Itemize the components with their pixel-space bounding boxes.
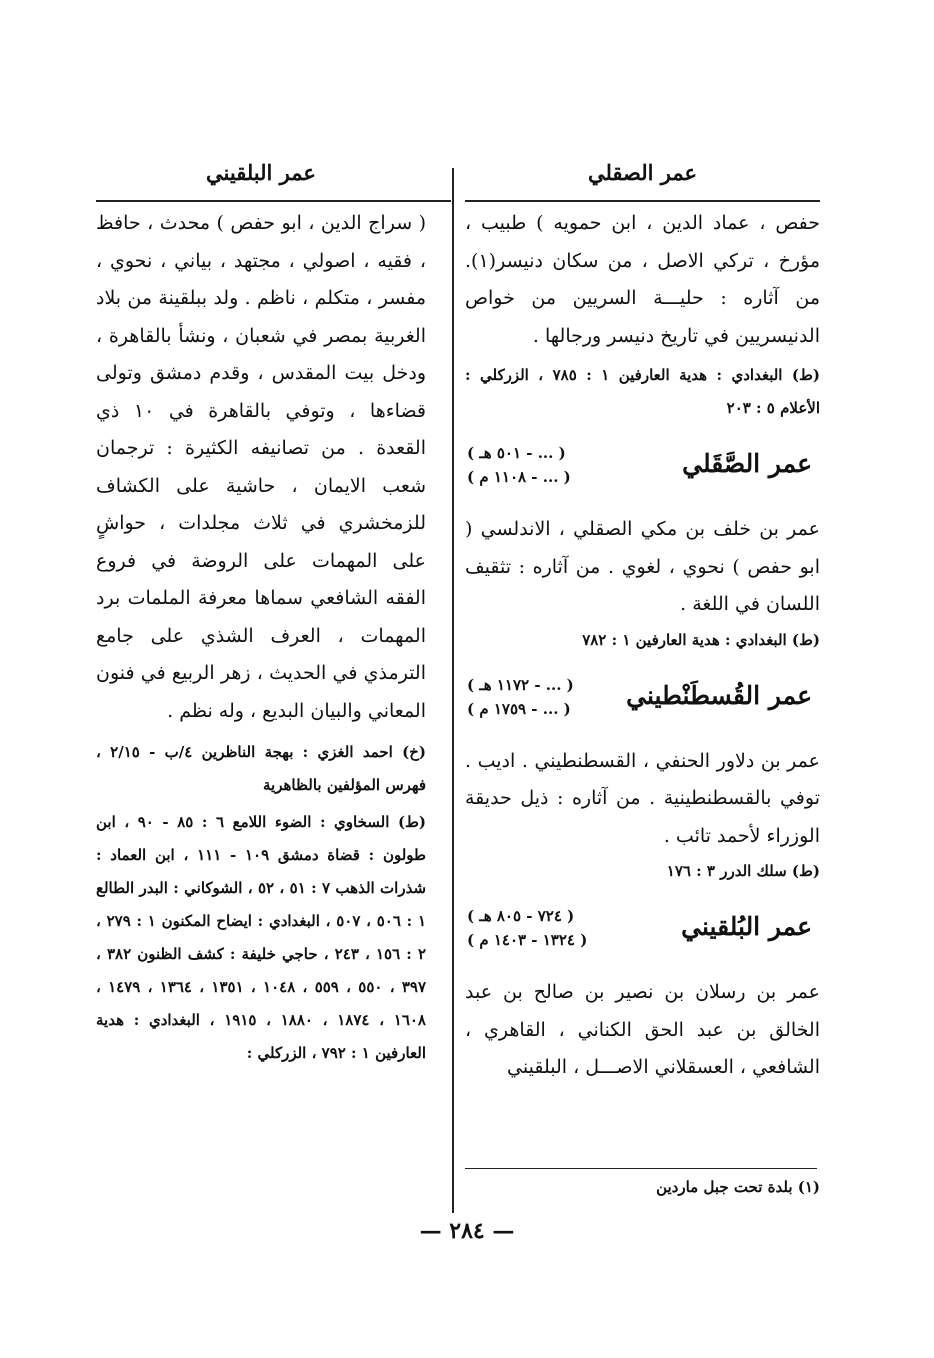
bulqini-biography: ( سراج الدين ، ابو حفص ) محدث ، حافظ ، فقيه ، اصولي ، مجتهد ، بياني ، نحوي ، مفسر ، متكلم ، ناظم . ولد ببلقينة من بلاد الغربية بمصر في شعبان ، ونشأ بالقاهرة ، ودخل بيت المقدس ، وقدم دمشق وتولى قضاءها ، وتوفي بالقاهرة في ١٠ ذي القعدة . من تصانيفه الكثيرة : ترجمان شعب الايمان ، حاشية على الكشاف للزمخشري في ثلاث مجلدات ، حواشٍ على المهمات على الروضة في فروع الفقه الشافعي سماها معرفة الملمات برد المهمات ، العرف الشذي على جامع الترمذي في الحديث ، زهر الربيع في فنون المعاني والبيان البديع ، وله نظم . <box>96 212 427 722</box>
intro-paragraph: حفص ، عماد الدين ، ابن حمويه ) طبيب ، مؤرخ ، تركي الاصل ، من سكان دنيسر(١). من آثاره : حليـــة السريين من خواص الدنيسريين في تاريخ دنيسر ورجالها . <box>465 212 820 347</box>
entry-paragraph-qustantini: عمر بن دلاور الحنفي ، القسطنطيني . اديب . توفي بالقسطنطينية . من آثاره : ذيل حديقة الوزراء لأحمد تائب . <box>465 749 820 847</box>
printed-references: (ط) السخاوي : الضوء اللامع ٦ : ٨٥ - ٩٠ ، ابن طولون : قضاة دمشق ١٠٩ - ١١١ ، ابن العماد : شذرات الذهب ٧ : ٥١ ، ٥٢ ، الشوكاني : البدر الطالع ١ : ٥٠٦ ، ٥٠٧ ، البغدادي : ايضاح المكنون ١ : ٢٧٩ ، ٢ : ١٥٦ ، ٢٤٣ ، حاجي خليفة : كشف الظنون ٣٨٢ ، ٣٩٧ ، ٥٥٠ ، ٥٥٩ ، ١٠٤٨ ، ١٣٥١ ، ١٣٦٤ ، ١٤٧٩ ، ١٦٠٨ ، ١٨٧٤ ، ١٨٨٠ ، ١٩١٥ ، البغدادي : هدية العارفين ١ : ٧٩٢ ، الزركلي : <box>96 813 427 1062</box>
right-header-rule <box>465 200 820 202</box>
entry-dates: ( ... - ٥٠١ هـ ) ( ... - ١١٠٨ م ) <box>467 444 571 486</box>
footnote: (١) بلدة تحت جبل ماردين <box>656 1178 820 1196</box>
entry-dates: ( ٧٢٤ - ٨٠٥ هـ ) ( ١٣٢٤ - ١٤٠٣ م ) <box>467 907 588 949</box>
entry-reference-qustantini: (ط) سلك الدرر ٣ : ١٧٦ <box>666 862 820 880</box>
right-column-header: عمر الصقلي <box>587 160 698 185</box>
left-column-header: عمر البلقيني <box>206 160 316 185</box>
left-column <box>96 205 426 1070</box>
entry-paragraph-siqilli: عمر بن خلف بن مكي الصقلي ، الاندلسي ( ابو حفص ) نحوي ، لغوي . من آثاره : تثقيف اللسان في اللغة . <box>465 518 820 615</box>
entry-title-bulqini <box>465 898 820 974</box>
footnote-rule <box>465 1168 817 1169</box>
entry-title-siqilli <box>465 435 820 511</box>
intro-reference: (ط) البغدادي : هدية العارفين ١ : ٧٨٥ ، الزركلي : الأعلام ٥ : ٢٠٣ <box>465 366 820 417</box>
column-divider <box>452 168 454 1213</box>
entry-reference-siqilli: (ط) البغدادي : هدية العارفين ١ : ٧٨٢ <box>582 630 820 649</box>
entry-name: عمر البُلقيني <box>681 912 812 941</box>
entry-title-qustantini <box>465 667 820 743</box>
entry-dates: ( ... - ١١٧٢ هـ ) ( ... - ١٧٥٩ م ) <box>467 675 574 718</box>
entry-name: عمر القُسطَنْطيني <box>626 680 812 710</box>
manuscript-reference: (خ) احمد الغزي : بهجة الناظرين ٤/ب - ٢/١٥ ، فهرس المؤلفين بالظاهرية <box>96 743 426 794</box>
right-column <box>465 205 820 1087</box>
entry-name: عمر الصَّقَلي <box>682 449 812 478</box>
left-header-rule <box>96 200 451 202</box>
entry-paragraph-bulqini: عمر بن رسلان بن نصير بن صالح بن عبد الخالق بن عبد الحق الكناني ، القاهري ، الشافعي ، العسقلاني الاصـــل ، البلقيني <box>465 981 820 1078</box>
page-number: — ٢٨٤ — <box>419 1218 515 1244</box>
